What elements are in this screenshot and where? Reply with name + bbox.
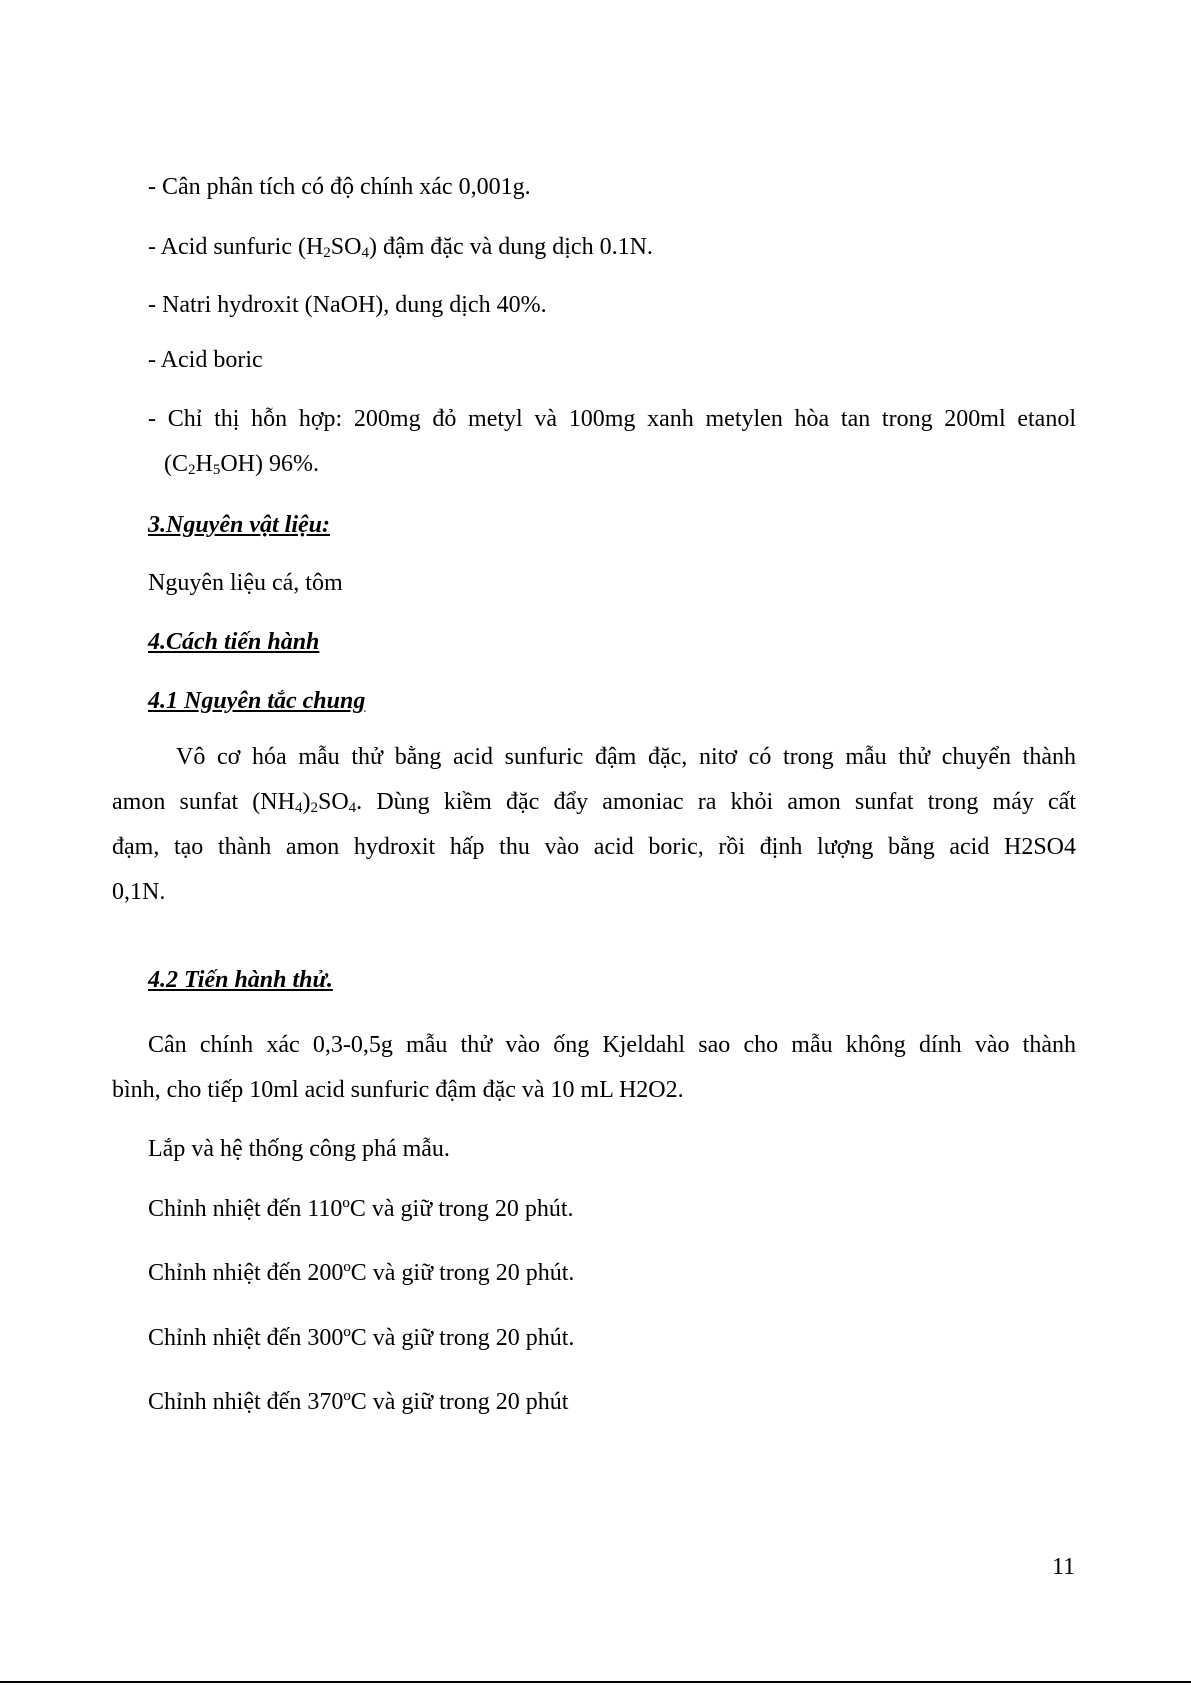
step-200c: Chỉnh nhiệt đến 200ºC và giữ trong 20 phút.	[148, 1260, 575, 1286]
footer-rule	[0, 1681, 1191, 1683]
equipment-item-balance: - Cân phân tích có độ chính xác 0,001g.	[148, 174, 531, 200]
step-assemble: Lắp và hệ thống công phá mẫu.	[148, 1136, 450, 1162]
materials-text: Nguyên liệu cá, tôm	[148, 570, 343, 596]
test-paragraph-line1: Cân chính xác 0,3-0,5g mẫu thử vào ống Kjeldahl sao cho mẫu không dính vào thành	[148, 1032, 1076, 1058]
chemical-item-sulfuric-acid: - Acid sunfuric $(H_2SO_4)$ đậm đặc và dung dịch 0.1N.	[148, 234, 653, 261]
subsection-heading-principle: 4.1 Nguyên tắc chung	[148, 688, 366, 714]
subsection-heading-test: 4.2 Tiến hành thử.	[148, 967, 333, 993]
chemical-item-indicator: - Chỉ thị hỗn hợp: 200mg đỏ metyl và 100mg xanh metylen hòa tan trong 200ml etanol	[148, 406, 1076, 432]
chemical-item-boric-acid: - Acid boric	[148, 347, 263, 373]
principle-paragraph-line2: amon sunfat $(NH_4)_2SO_4$. Dùng kiềm đặc đẩy amoniac ra khỏi amon sunfat trong máy cất	[112, 789, 1076, 816]
principle-paragraph-line3: đạm, tạo thành amon hydroxit hấp thu vào acid boric, rồi định lượng bằng acid H2SO4	[112, 834, 1076, 860]
section-heading-procedure: 4.Cách tiến hành	[148, 629, 320, 655]
test-paragraph-line2: bình, cho tiếp 10ml acid sunfuric đậm đặc và 10 mL H2O2.	[112, 1077, 684, 1103]
chemical-item-naoh: - Natri hydroxit (NaOH), dung dịch 40%.	[148, 292, 547, 318]
step-370c: Chỉnh nhiệt đến 370ºC và giữ trong 20 phút	[148, 1389, 569, 1415]
page-number: 11	[1052, 1554, 1076, 1580]
principle-paragraph-line4: 0,1N.	[112, 879, 166, 905]
chemical-item-indicator-cont: $(C_2H_5OH)$ 96%.	[164, 451, 319, 478]
step-110c: Chỉnh nhiệt đến 110ºC và giữ trong 20 phút.	[148, 1196, 574, 1222]
section-heading-materials: 3.Nguyên vật liệu:	[148, 512, 330, 538]
principle-paragraph-line1: Vô cơ hóa mẫu thử bằng acid sunfuric đậm đặc, nitơ có trong mẫu thử chuyển thành	[176, 744, 1076, 770]
step-300c: Chỉnh nhiệt đến 300ºC và giữ trong 20 phút.	[148, 1325, 575, 1351]
